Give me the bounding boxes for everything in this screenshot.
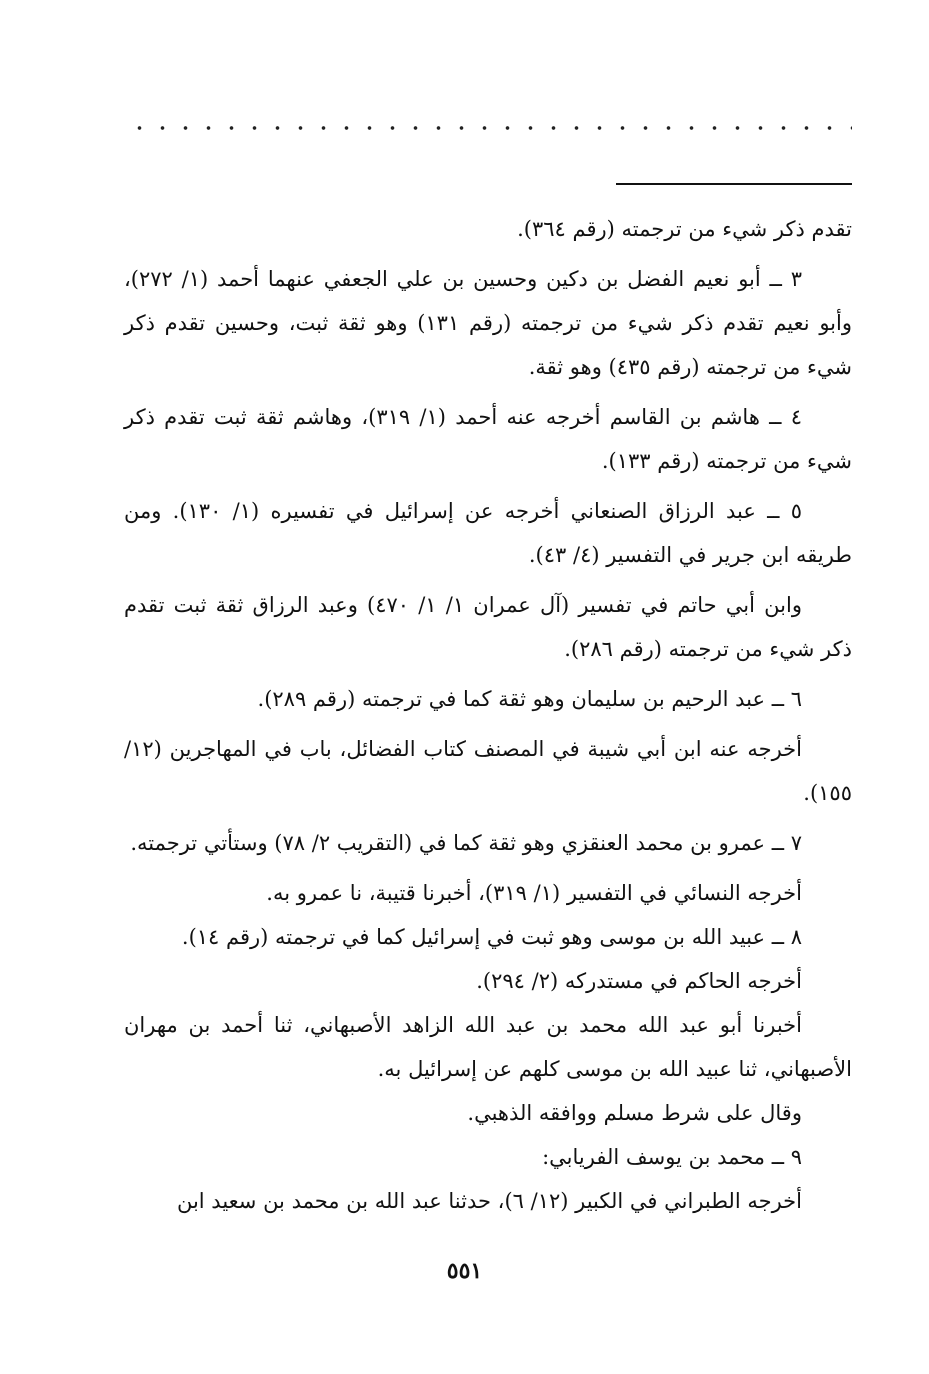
- dotted-separator: [128, 118, 852, 138]
- footnote-rule: [616, 183, 852, 185]
- paragraph: وقال على شرط مسلم ووافقه الذهبي.: [467, 1101, 802, 1125]
- page-number: ٥٥١: [446, 1258, 483, 1284]
- paragraph: أخبرنا أبو عبد الله محمد بن عبد الله الزاهد الأصبهاني، ثنا أحمد بن مهران الأصبهاني، ثنا عبيد الله بن موسى كلهم عن إسرائيل به.: [124, 1013, 852, 1081]
- paragraph: أخرجه الحاكم في مستدركه (٢/ ٢٩٤).: [476, 969, 802, 993]
- paragraph: أخرجه النسائي في التفسير (١/ ٣١٩)، أخبرنا قتيبة، نا عمرو به.: [266, 881, 802, 905]
- paragraph: ٥ ــ عبد الرزاق الصنعاني أخرجه عن إسرائيل في تفسيره (١/ ١٣٠). ومن طريقه ابن جرير في التفسير (٤/ ٤٣).: [124, 499, 852, 567]
- paragraph: ٤ ــ هاشم بن القاسم أخرجه عنه أحمد (١/ ٣١٩)، وهاشم ثقة ثبت تقدم ذكر شيء من ترجمته (رقم ١٣٣).: [124, 405, 852, 473]
- paragraph: ٨ ــ عبيد الله بن موسى وهو ثبت في إسرائيل كما في ترجمته (رقم ١٤).: [181, 925, 802, 949]
- paragraph: ٧ ــ عمرو بن محمد العنقزي وهو ثقة كما في (التقريب ٢/ ٧٨) وستأتي ترجمته.: [130, 831, 802, 855]
- footnote-text: [124, 207, 852, 1223]
- paragraph: أخرجه الطبراني في الكبير (١٢/ ٦)، حدثنا عبد الله بن محمد بن سعيد ابن: [176, 1189, 802, 1213]
- paragraph: ٦ ــ عبد الرحيم بن سليمان وهو ثقة كما في ترجمته (رقم ٢٨٩).: [257, 687, 802, 711]
- paragraph: أخرجه عنه ابن أبي شيبة في المصنف كتاب الفضائل، باب في المهاجرين (١٢/ ١٥٥).: [124, 737, 852, 805]
- paragraph: تقدم ذكر شيء من ترجمته (رقم ٣٦٤).: [517, 217, 852, 241]
- paragraph: ٩ ــ محمد بن يوسف الفريابي:: [542, 1145, 802, 1169]
- paragraph: ٣ ــ أبو نعيم الفضل بن دكين وحسين بن علي الجعفي عنهما أحمد (١/ ٢٧٢)، وأبو نعيم تقدم ذكر شيء من ترجمته (رقم ١٣١) وهو ثقة ثبت، وحسين تقدم ذكر شيء من ترجمته (رقم ٤٣٥) وهو ثقة.: [124, 267, 852, 379]
- paragraph: وابن أبي حاتم في تفسير (آل عمران ١/ ١/ ٤٧٠) وعبد الرزاق ثقة ثبت تقدم ذكر شيء من ترجمته (رقم ٢٨٦).: [124, 593, 852, 661]
